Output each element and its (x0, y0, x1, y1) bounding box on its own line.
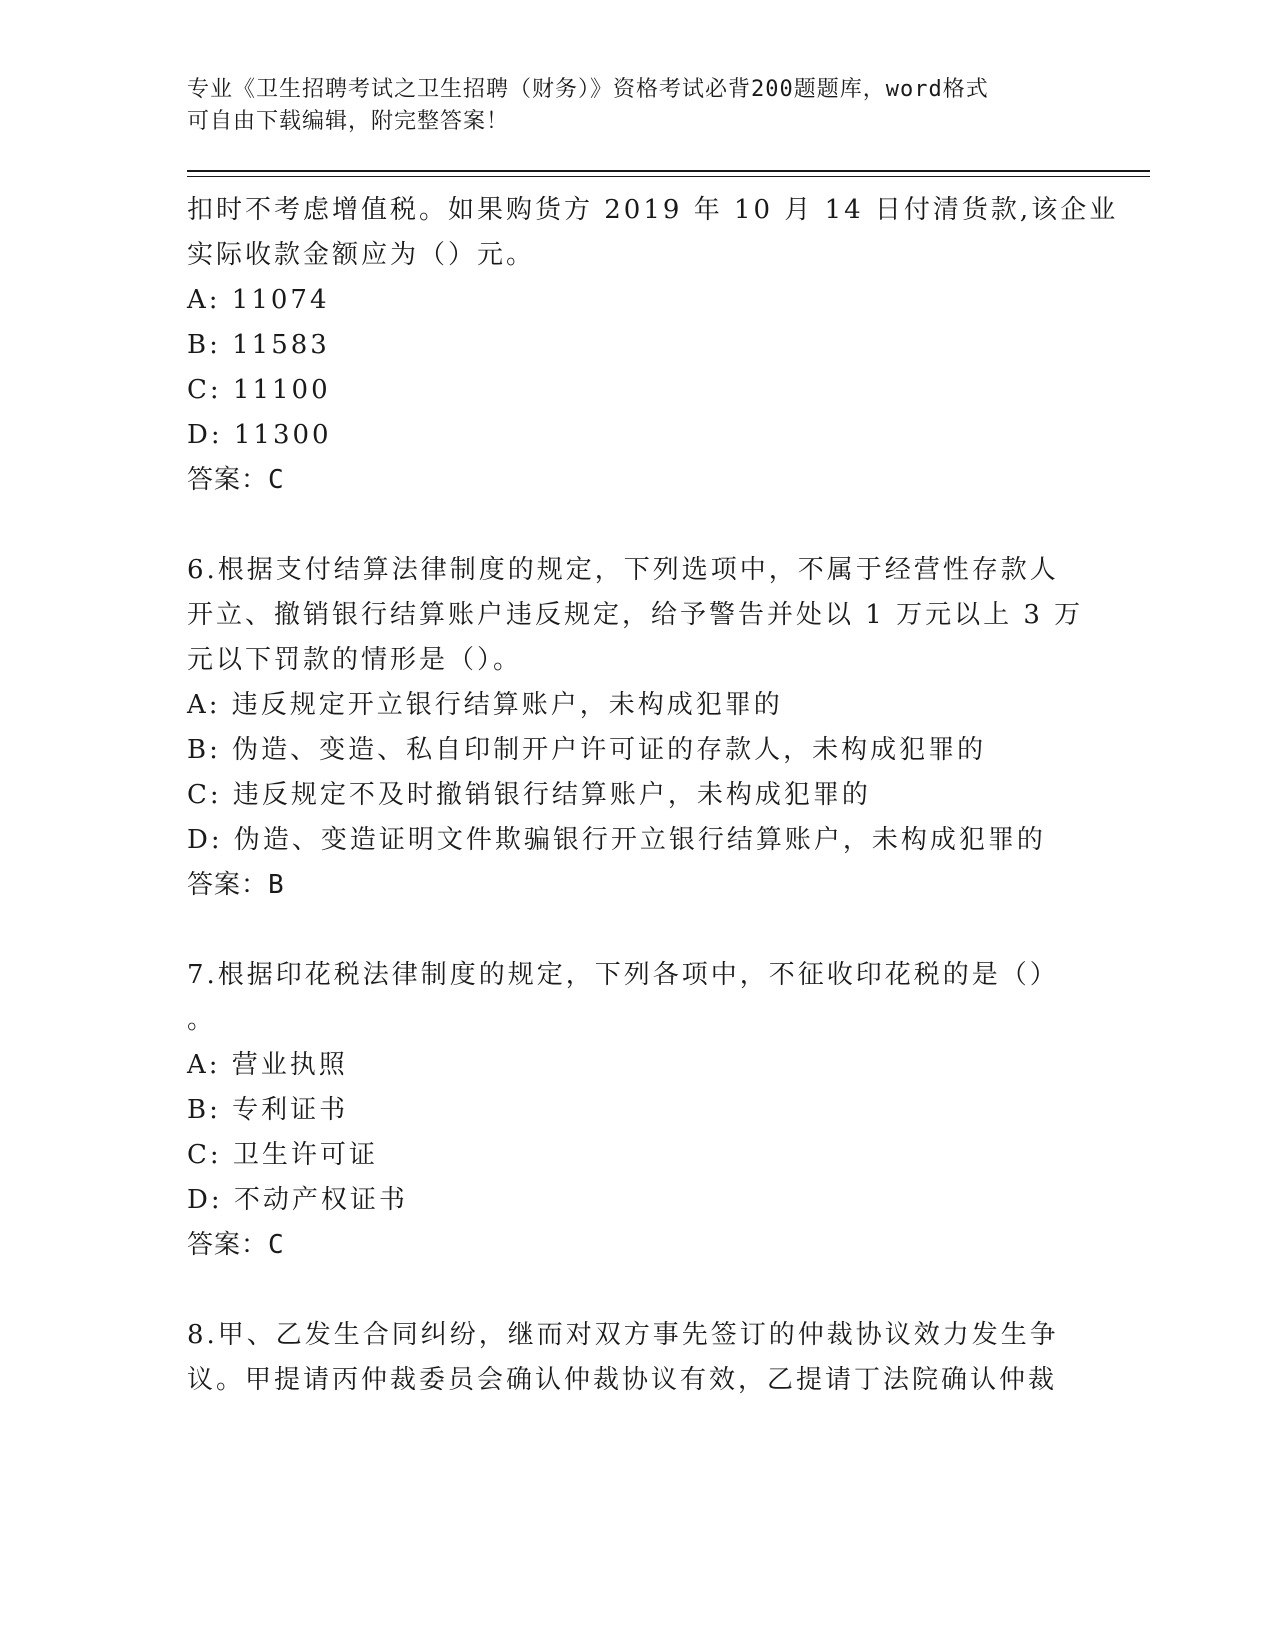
option-c: C: 违反规定不及时撤销银行结算账户，未构成犯罪的 (187, 780, 871, 810)
header-title-line-2: 可自由下载编辑，附完整答案！ (187, 109, 510, 134)
option-b: B: 专利证书 (187, 1095, 349, 1125)
spacer (187, 908, 1067, 953)
question-text-line: 。 (187, 1005, 217, 1035)
question-7 (187, 953, 1067, 1268)
document-body (187, 188, 1119, 1403)
option-a: A: 违反规定开立银行结算账户，未构成犯罪的 (187, 690, 783, 720)
question-text-line: 6.根据支付结算法律制度的规定，下列选项中，不属于经营性存款人 (187, 555, 1059, 585)
question-6 (187, 548, 1084, 908)
option-c: C: 卫生许可证 (187, 1140, 378, 1170)
answer-line: 答案：C (187, 465, 285, 495)
answer-line: 答案：C (187, 1230, 285, 1260)
option-d: D: 11300 (187, 420, 332, 450)
spacer (187, 1268, 1067, 1313)
option-a: A: 11074 (187, 285, 330, 315)
question-text-line: 7.根据印花税法律制度的规定，下列各项中，不征收印花税的是（） (187, 960, 1059, 990)
question-text-line: 元以下罚款的情形是（）。 (187, 645, 523, 675)
question-text-line: 扣时不考虑增值税。如果购货方 2019 年 10 月 14 日付清货款,该企业 (187, 195, 1119, 225)
header-title-line-1: 专业《卫生招聘考试之卫生招聘（财务）》资格考试必背200题题库，word格式 (187, 77, 989, 102)
spacer (187, 503, 1067, 548)
question-5 (187, 188, 1119, 503)
option-d: D: 不动产权证书 (187, 1185, 408, 1215)
question-text-line: 开立、撤销银行结算账户违反规定，给予警告并处以 1 万元以上 3 万 (187, 600, 1084, 630)
option-b: B: 11583 (187, 330, 330, 360)
option-d: D: 伪造、变造证明文件欺骗银行开立银行结算账户，未构成犯罪的 (187, 825, 1046, 855)
option-b: B: 伪造、变造、私自印制开户许可证的存款人，未构成犯罪的 (187, 735, 987, 765)
option-c: C: 11100 (187, 375, 331, 405)
answer-line: 答案：B (187, 870, 285, 900)
question-text-line: 实际收款金额应为（）元。 (187, 240, 536, 270)
question-8 (187, 1313, 1067, 1403)
option-a: A: 营业执照 (187, 1050, 348, 1080)
header-divider-bottom (187, 176, 1150, 177)
document-header (187, 74, 1067, 138)
question-text-line: 议。甲提请丙仲裁委员会确认仲裁协议有效，乙提请丁法院确认仲裁 (187, 1365, 1058, 1395)
question-text-line: 8.甲、乙发生合同纠纷，继而对双方事先签订的仲裁协议效力发生争 (187, 1320, 1059, 1350)
header-divider-top (187, 170, 1150, 172)
